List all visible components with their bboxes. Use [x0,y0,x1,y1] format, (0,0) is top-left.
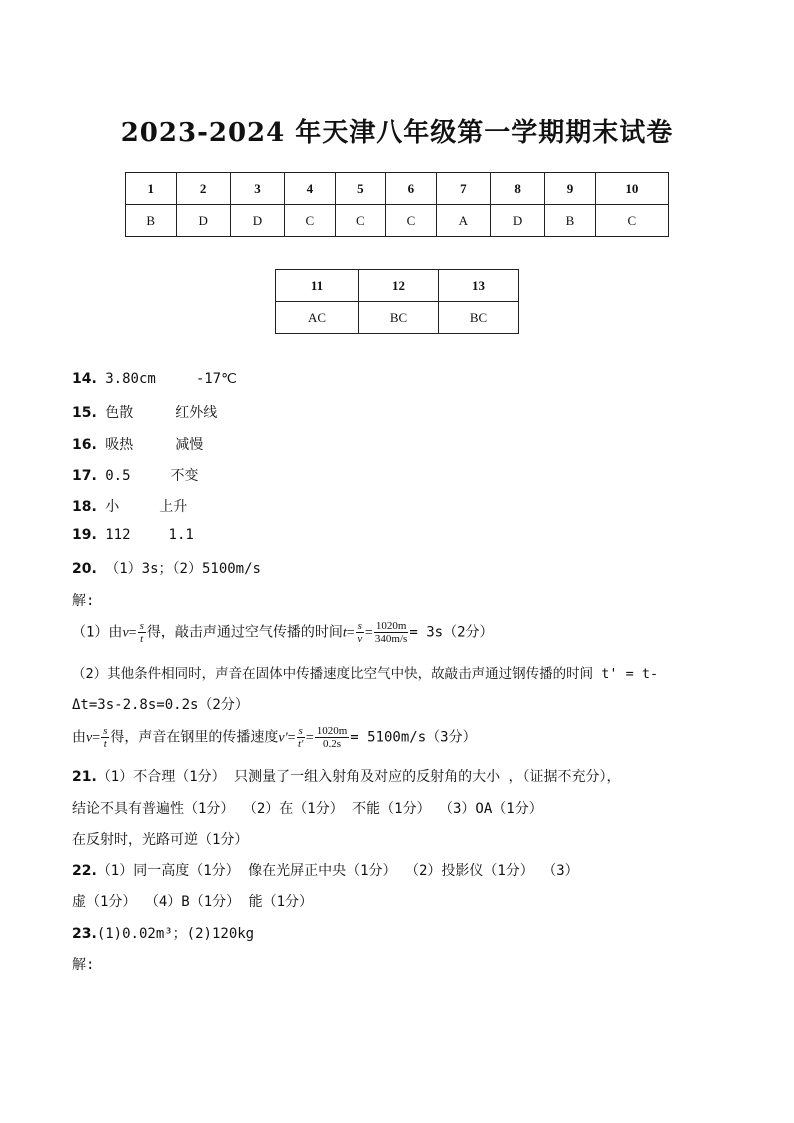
answer-part-b: 上升 [159,499,188,515]
text: 由 [72,729,86,746]
symbol: = [305,730,314,746]
answer-part-b: 1.1 [168,527,194,543]
question-number: 1 [126,173,177,205]
symbol: v [86,730,93,746]
answer-cell: C [386,205,437,237]
answer-text: (1)0.02m³；(2)120kg [96,926,255,942]
answer-cell: BC [439,302,519,334]
fraction [297,725,305,750]
solution-label: 解: [72,593,95,609]
answer-part-a: 112 [105,527,131,543]
answer-cell: C [285,205,336,237]
question-number: 11 [276,270,359,302]
answer-21 [72,766,621,786]
answer-14 [72,371,237,387]
question-number: 15. [72,405,97,421]
answer-part-b: -17℃ [195,371,237,387]
question-number: 4 [285,173,336,205]
numerator: 1020m [375,620,407,632]
denominator: t [103,738,107,750]
numerator: s [103,725,108,737]
question-number: 22. [72,863,97,879]
question-number: 3 [230,173,284,205]
answer-16 [72,434,203,454]
answer-line-1: （1）同一高度（1分） 像在光屏正中央（1分） （2）投影仪（1分） （3） [96,863,579,879]
answer-cell: A [436,205,490,237]
answer-part-b: 减慢 [175,437,204,453]
question-number: 10 [595,173,668,205]
symbol: v [122,625,129,641]
question-number: 7 [436,173,490,205]
answer-22-line-2: 虚（1分） （4）B（1分） 能（1分） [72,894,314,910]
question-number: 16. [72,437,97,453]
numerator: s [357,620,362,632]
answer-part-a: 3.80cm [105,371,156,387]
answer-21-line-3: 在反射时，光路可逆（1分） [72,832,249,848]
solution-line-3: Δt=3s-2.8s=0.2s（2分） [72,697,249,713]
answer-15 [72,402,217,422]
fraction [315,725,350,750]
table-answer-row [126,205,669,237]
question-number: 14. [72,371,97,387]
answer-table-1 [125,172,669,237]
fraction [356,620,364,645]
answer-cell: B [545,205,596,237]
solution-label: 解: [72,957,95,973]
symbol: = [92,730,101,746]
question-number: 13 [439,270,519,302]
answer-part-b: 不变 [170,468,199,484]
symbol: t [342,625,347,641]
solution-line-2: （2）其他条件相同时，声音在固体中传播速度比空气中快，故敲击声通过钢传播的时间 t' = t- [72,666,659,682]
numerator: 1020m [316,725,348,737]
answer-17 [72,465,199,485]
answer-22 [72,860,579,880]
answer-cell: B [126,205,177,237]
question-number: 6 [386,173,437,205]
symbol: = [364,625,373,641]
answer-cell: C [595,205,668,237]
question-number: 5 [335,173,386,205]
question-number: 12 [359,270,439,302]
answer-cell: D [176,205,230,237]
numerator: s [139,620,144,632]
denominator: 340m/s [374,633,408,645]
answer-20 [72,558,261,578]
table-answer-row [276,302,519,334]
question-number: 21. [72,769,97,785]
text: 得，敲击声通过空气传播的时间 [146,624,343,641]
question-number: 19. [72,527,97,543]
question-number: 20. [72,561,97,577]
answer-18 [72,496,187,516]
symbol: = [346,625,355,641]
answer-cell: D [230,205,284,237]
answer-cell: BC [359,302,439,334]
text: （1）由 [72,624,123,641]
symbol: v' [278,730,288,746]
answer-cell: AC [276,302,359,334]
question-number: 9 [545,173,596,205]
question-number: 18. [72,499,97,515]
denominator: 0.2s [322,738,342,750]
solution-line-1 [72,620,494,645]
answer-cell: D [490,205,544,237]
fraction [101,725,109,750]
answer-part-a: 色散 [105,405,134,421]
answer-19 [72,527,194,543]
table-header-row [276,270,519,302]
answer-part-b: 红外线 [175,405,218,421]
answer-part-a: 0.5 [105,468,131,484]
question-number: 2 [176,173,230,205]
answer-21-line-2: 结论不具有普遍性（1分） （2）在（1分） 不能（1分） （3）OA（1分） [72,801,543,817]
denominator: v [357,633,363,645]
denominator: t [140,633,144,645]
fraction [138,620,146,645]
question-number: 23. [72,926,97,942]
text: 得，声音在钢里的传播速度 [110,729,279,746]
text: = 5100m/s（3分） [350,729,477,746]
solution-line-4 [72,725,477,750]
symbol: = [287,730,296,746]
denominator: t' [297,738,304,750]
answer-23 [72,923,254,943]
answer-line-1: （1）不合理（1分） 只测量了一组入射角及对应的反射角的大小 ，（证据不充分）， [96,769,621,785]
answer-text: （1）3s；（2）5100m/s [105,561,261,577]
answer-part-a: 小 [105,499,120,515]
text: = 3s（2分） [409,624,494,641]
answer-cell: C [335,205,386,237]
question-number: 17. [72,468,97,484]
answer-table-2 [275,269,519,334]
answer-part-a: 吸热 [105,437,134,453]
question-number: 8 [490,173,544,205]
page-title: 2023-2024 年天津八年级第一学期期末试卷 [120,118,674,148]
table-header-row [126,173,669,205]
fraction [374,620,409,645]
symbol: = [128,625,137,641]
numerator: s [298,725,303,737]
